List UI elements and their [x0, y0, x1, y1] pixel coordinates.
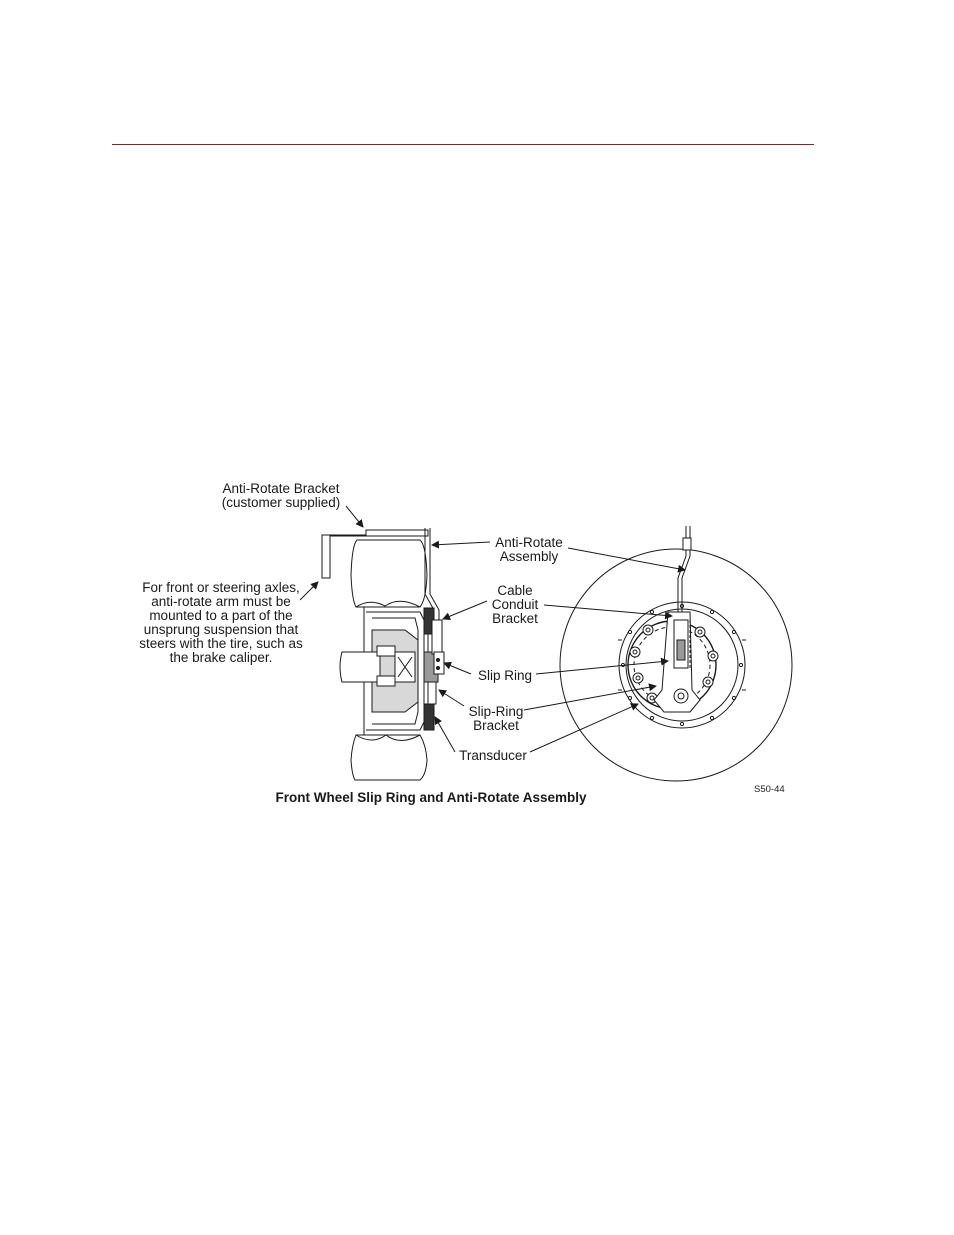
figure-id: S50-44	[754, 784, 785, 795]
label-anti-rotate-assembly: Anti-Rotate Assembly	[495, 535, 563, 564]
figure-caption: Front Wheel Slip Ring and Anti-Rotate Assembly	[275, 790, 587, 805]
label-slip-ring: Slip Ring	[477, 668, 533, 683]
cable-conduit-bracket	[432, 620, 442, 654]
label-slip-ring-bracket: Slip-Ring Bracket	[468, 704, 524, 733]
anti-rotate-bracket	[322, 530, 428, 578]
lower-tire	[351, 735, 427, 780]
front-view	[560, 526, 792, 781]
upper-tire	[351, 540, 427, 607]
label-anti-rotate-bracket: Anti-Rotate Bracket (customer supplied)	[221, 481, 341, 510]
side-section-view	[322, 528, 444, 780]
axle	[340, 652, 380, 682]
installation-note: For front or steering axles, anti-rotate arm must be mounted to a part of the unsprung suspension that steers with the tire, such as the brake caliper.	[139, 580, 303, 665]
label-cable-conduit-bracket: Cable Conduit Bracket	[491, 583, 539, 626]
transducer-lower	[424, 704, 434, 730]
label-transducer: Transducer	[459, 748, 527, 763]
